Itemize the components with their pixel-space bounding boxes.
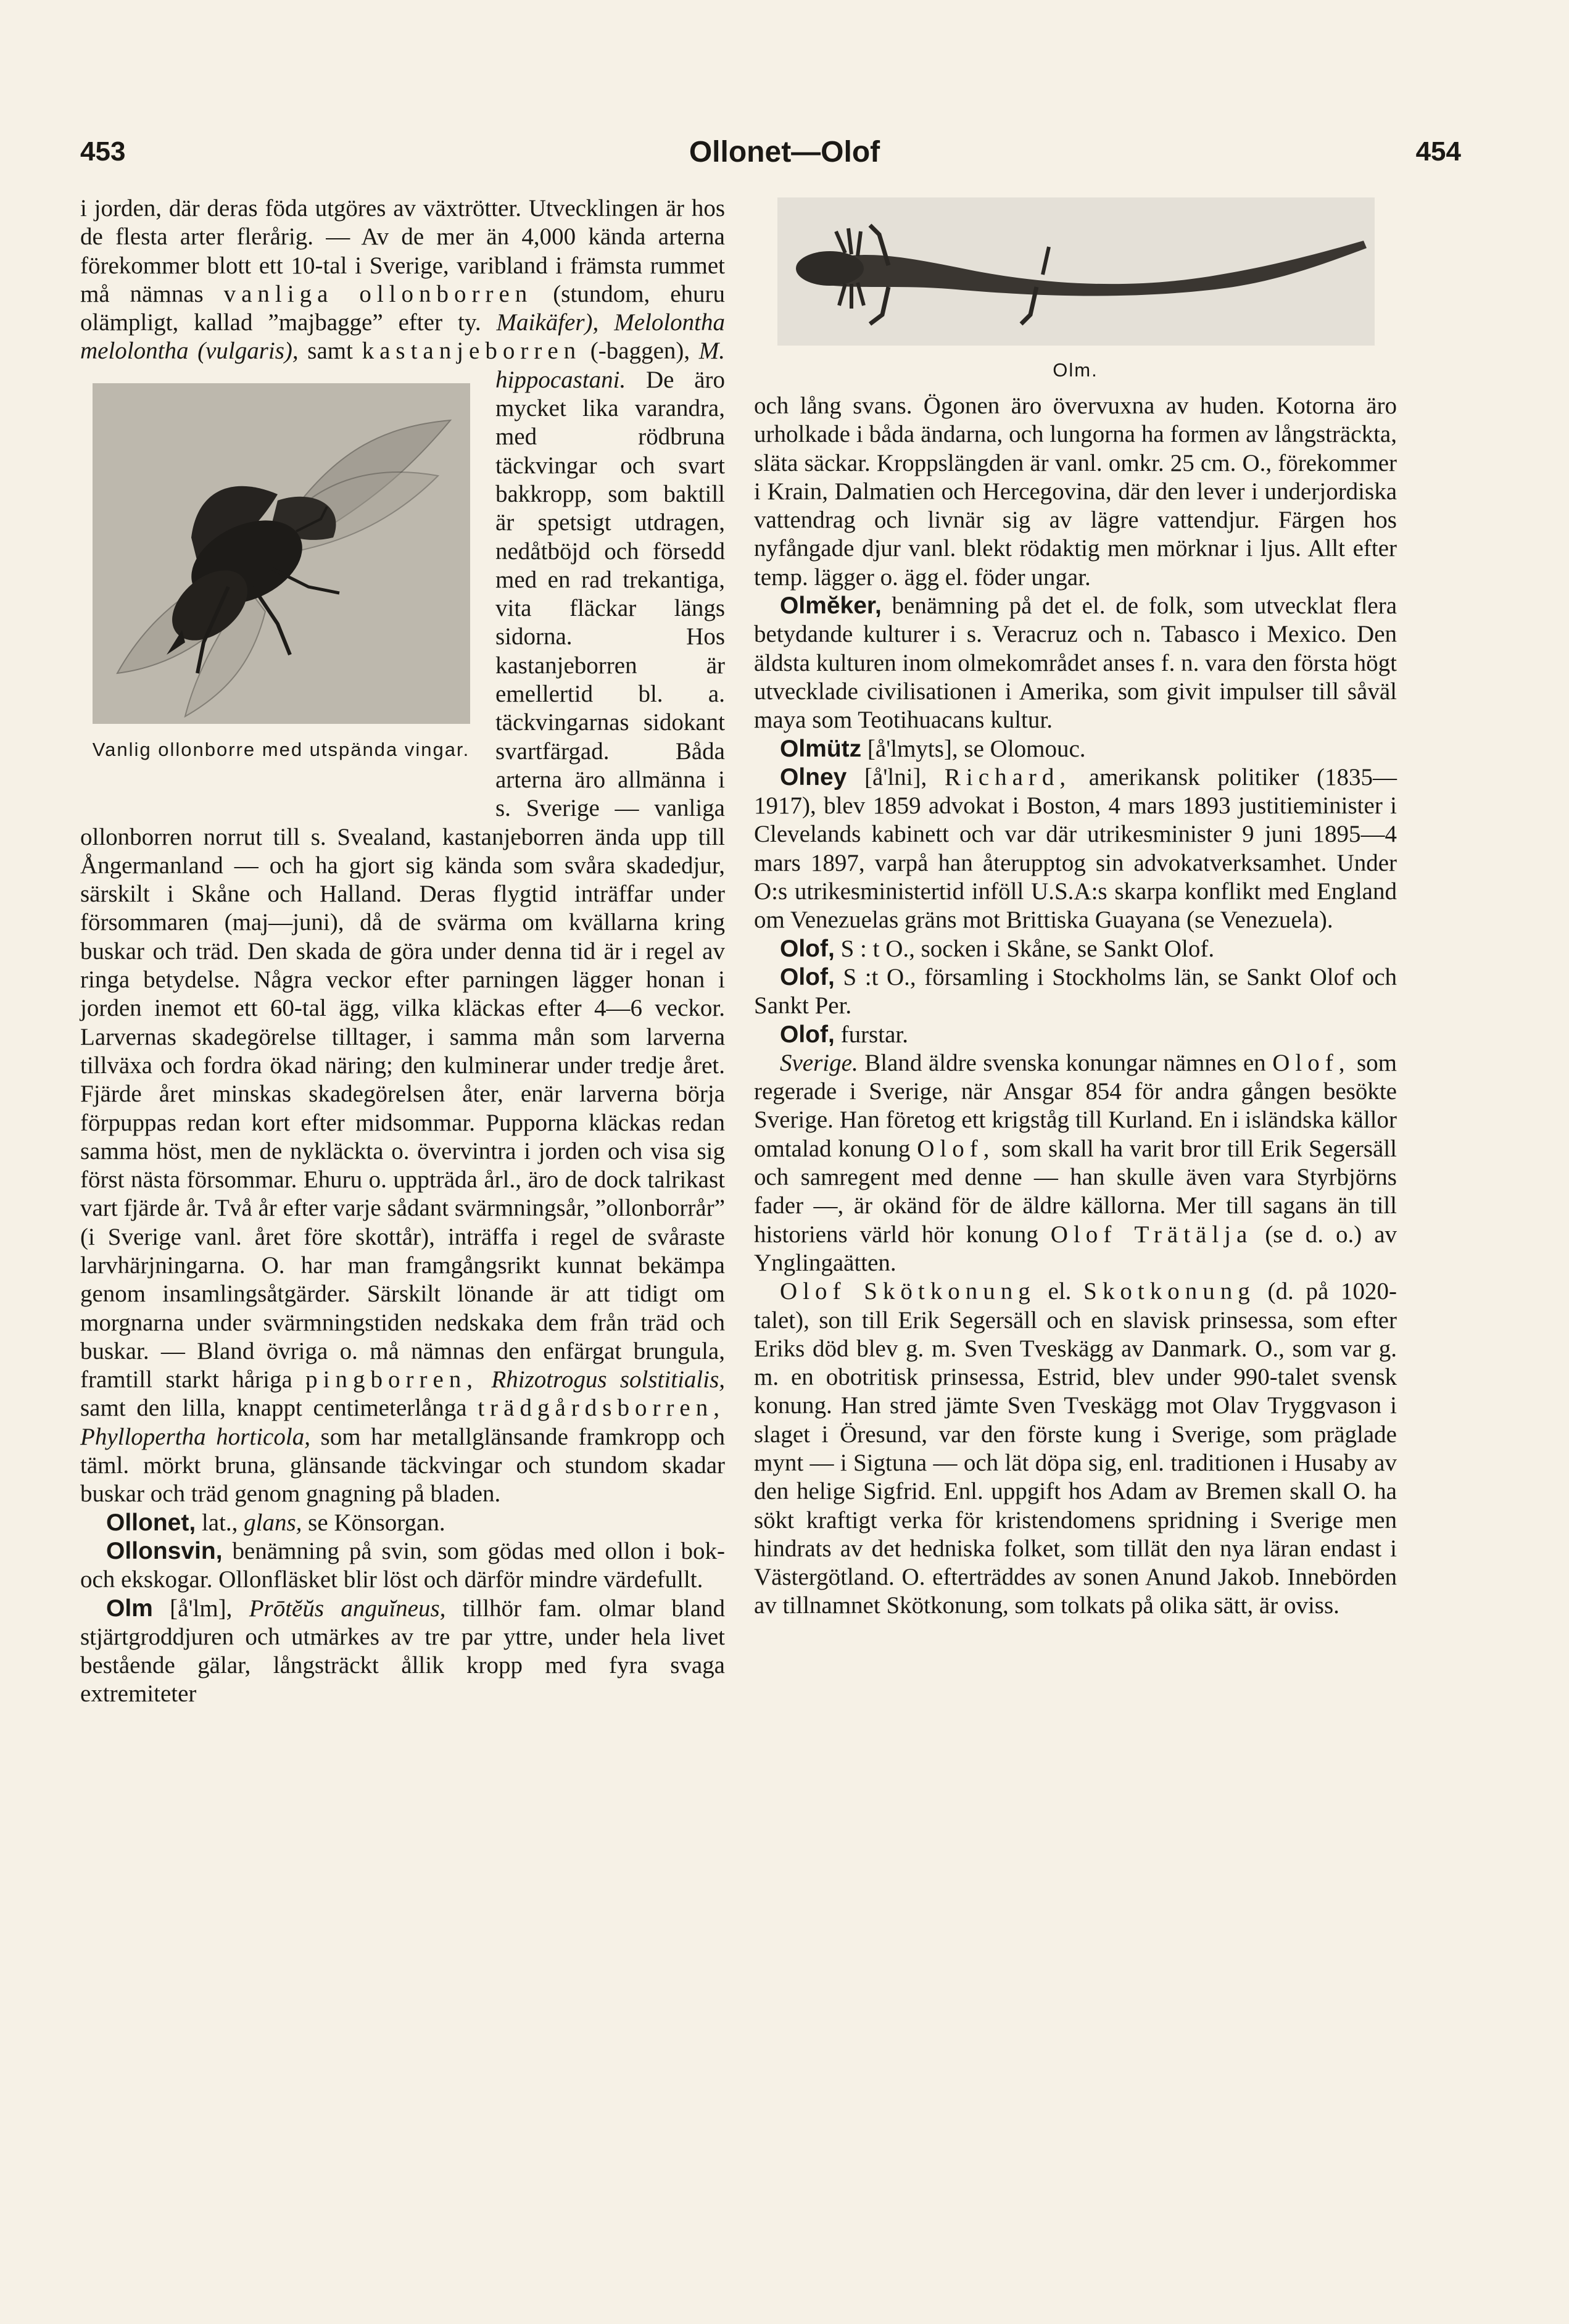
entry-olmeker: Olmĕker, benämning på det el. de folk, som utvecklat flera betydande kulturer i s. Veracruz och n. Tabasco i Mexico. Den äldsta kulturen inom olmekområdet anses f. n. vara den första högt utvecklade civilisationen i Amerika, som givit impulser till såväl maya som Teotihuacans kultur.	[754, 592, 1397, 734]
headword: Ollonsvin,	[106, 1537, 223, 1564]
spaced-term: Olof Trätälja	[1050, 1221, 1253, 1248]
headword: Olof,	[780, 935, 835, 962]
spaced-term: Richard,	[944, 763, 1072, 791]
page-number-right: 454	[1415, 136, 1461, 167]
headword: Olm	[106, 1595, 153, 1622]
entry-olof-furstar: Olof, furstar.	[780, 1021, 908, 1048]
olof-skotkonung-paragraph: Olof Skötkonung el. Skotkonung (d. på 1020-talet), son till Erik Segersäll och en slavisk prinsessa, som efter Eriks död blev g. m. Sven Tveskägg av Danmark. O., som var g. m. en obotritisk prinsessa, Estrid, blev under 990-talet svensk konung. Han stred jämte Sven Tveskägg mot Olav Tryggvason i slaget i Öresund, var den förste kung i Sverige, som präglade mynt — i Sigtuna — och lät döpa sig, enl. traditionen i Husaby av den helige Sigfrid. Enl. uppgift hos Adam av Bremen skall O. ha sökt kraftigt verka för kristendomens spridning i Sverige men hindrats av det hedniska folket, som tillät den nya läran endast i Västergötland. O. efterträddes av sonen Anund Jakob. Innebörden av tillnamnet Skötkonung, som tolkats på olika sätt, är oviss.	[754, 1278, 1397, 1619]
running-title: Ollonet—Olof	[689, 136, 880, 168]
headword: Olof,	[780, 1021, 835, 1048]
spaced-term: Skotkonung	[1083, 1278, 1256, 1305]
beetle-icon	[93, 383, 470, 724]
entry-olof-socken: Olof, S : t O., socken i Skåne, se Sankt Olof.	[780, 935, 1215, 962]
headword: Olmütz	[780, 735, 862, 762]
right-column	[754, 188, 1397, 1621]
left-column	[80, 194, 725, 1709]
olm-continuation: och lång svans. Ögonen äro övervuxna av huden. Kotorna äro urholkade i båda ändarna, och lungorna ha formen av långsträckta, släta säckar. Kroppslängden är vanl. omkr. 25 cm. O., förekommer i Krain, Dalmatien och Hercegovina, där den lever i underjordiska vattendrag och livnär sig av lägre vattendjur. Färgen hos nyfångade djur vanl. blekt rödaktig men mörknar i ljus. Allt efter temp. lägger o. ägg el. föder ungar.	[754, 392, 1397, 591]
olm-caption: Olm.	[1053, 359, 1098, 381]
beetle-caption: Vanlig ollonborre med utspända vingar.	[92, 738, 470, 760]
entry-olmutz: Olmütz [å'lmyts], se Olomouc.	[780, 735, 1086, 762]
section-label: Sverige.	[780, 1049, 858, 1076]
headword: Olney	[780, 763, 847, 791]
entry-ollonsvin: Ollonsvin, benämning på svin, som gödas med ollon i bok- och ekskogar. Ollonfläsket blir löst och därför mindre värdefullt.	[80, 1537, 725, 1593]
olm-icon	[777, 197, 1375, 346]
entry-ollonet: Ollonet, lat., glans, se Könsorgan.	[106, 1509, 445, 1536]
spaced-term: Olof,	[1272, 1049, 1351, 1076]
spaced-term: Olof,	[917, 1135, 995, 1162]
headword: Olof,	[780, 963, 835, 990]
spaced-term: trädgårdsborren,	[478, 1395, 725, 1422]
page-header	[0, 127, 1569, 170]
headword: Ollonet,	[106, 1509, 196, 1536]
spaced-term: Olof Skötkonung	[780, 1278, 1036, 1305]
page-number-left: 453	[80, 136, 126, 167]
olm-figure	[754, 188, 1397, 392]
beetle-figure	[79, 383, 483, 818]
ollonborre-paragraph: i jorden, där deras föda utgöres av växtrötter. Utvecklingen är hos de flesta arter flerårig. — Av de mer än 4,000 kända arterna förekommer blott ett 10-tal i Sverige, varibland i främsta rummet må nämnas vanliga ollonborren (stundom, ehuru olämpligt, kallad ”majbagge” efter ty. Maikäfer), Melolontha melolontha (vulgaris), samt kastanjeborren (-baggen), M. hippocastani. Vanlig ollonborre med utspända vingar. De äro mycket lika varandra, med rödbruna täckvingar och svart bakkropp, som baktill är spetsigt utdragen, nedåtböjd och försedd med en rad trekantiga, vita fläckar längs sidorna. Hos kastanjeborren är emellertid bl. a. täckvingarnas sidokant svartfärgad. Båda arterna äro allmänna i s. Sverige — vanliga ollonborren norrut till s. Svealand, kastanjeborren ända upp till Ångermanland — och ha gjort sig kända som svåra skadedjur, särskilt i Skåne och Halland. Deras flygtid inträffar under försommaren (maj—juni), då de svärma om kvällarna kring buskar och träd. Den skada de göra under denna tid är i regel av ringa betydelse. Några veckor efter parningen lägger honan i jorden inemot ett 60-tal ägg, vilka kläckas efter 4—6 veckor. Larvernas skadegörelse tilltager, i samma mån som larverna tillväxa och fordra ökad näring; den kulminerar under tredje året. Fjärde året minskas skadegörelsen åter, enär larverna börja förpuppas redan kort efter midsommar. Pupporna kläckas redan samma höst, men de nykläckta o. övervintra i jorden och visa sig först nästa försommar. Ehuru o. uppträda årl., äro de dock talrikast vart fjärde år. Två år efter varje sådant svärmningsår, ”ollonborrår” (i Sverige vanl. året före skottår), inträffa i regel de svåraste larvhärjningarna. O. har man framgångsrikt kunnat bekämpa genom insamlingsåtgärder. Särskilt lönande är att tidigt om morgnarna under svärmningstiden nedskaka dem från träd och buskar. — Bland övriga o. må nämnas den enfärgat brungula, framtill starkt håriga pingborren, Rhizotrogus solstitialis, samt den lilla, knappt centimeterlånga trädgårdsborren, Phyllopertha horticola, som har metallglänsande framkropp och täml. mörkt bruna, glänsande täckvingar och stundom skadar buskar och träd genom gnagning på bladen.	[80, 195, 726, 1508]
headword: Olmĕker,	[780, 592, 882, 620]
entry-olof-forsamling: Olof, S :t O., församling i Stockholms län, se Sankt Olof och Sankt Per.	[754, 963, 1397, 1019]
beetle-photo	[93, 383, 470, 724]
olm-photo	[777, 197, 1375, 346]
entry-olm: Olm [å'lm], Prōtĕŭs anguĭneus, tillhör fam. olmar bland stjärtgroddjuren och utmärkes av tre par yttre, under hela livet bestående gälar, långsträckt ållik kropp med fyra svaga extremiteter	[80, 1595, 726, 1708]
spaced-term: pingborren,	[305, 1366, 479, 1393]
spaced-term: kastanjeborren	[362, 338, 582, 365]
olof-sverige-paragraph: Sverige. Bland äldre svenska konungar nämnes en Olof, som regerade i Sverige, när Ansgar 854 för andra gången besökte Sverige. Han företog ett krigståg till Kurland. En i isländska källor omtalad konung Olof, som skall ha varit bror till Erik Segersäll och samregent med denne — han skulle även vara Styrbjörns fader —, är okänd för de äldre källorna. Mer till sagans än till historiens värld hör konung Olof Trätälja (se d. o.) av Ynglingaätten.	[754, 1049, 1397, 1276]
spaced-term: vanliga ollonborren	[223, 280, 533, 307]
entry-olney: Olney [å'lni], Richard, amerikansk politiker (1835—1917), blev 1859 advokat i Boston, 4 mars 1893 justitieminister i Clevelands kabinett och var där utrikesminister 9 juni 1895—4 mars 1897, varpå han återupptog sin advokatverksamhet. Under O:s utrikesministertid inföll U.S.A:s skarpa konflikt med England om Venezuelas gräns mot Brittiska Guayana (se Venezuela).	[754, 763, 1397, 934]
